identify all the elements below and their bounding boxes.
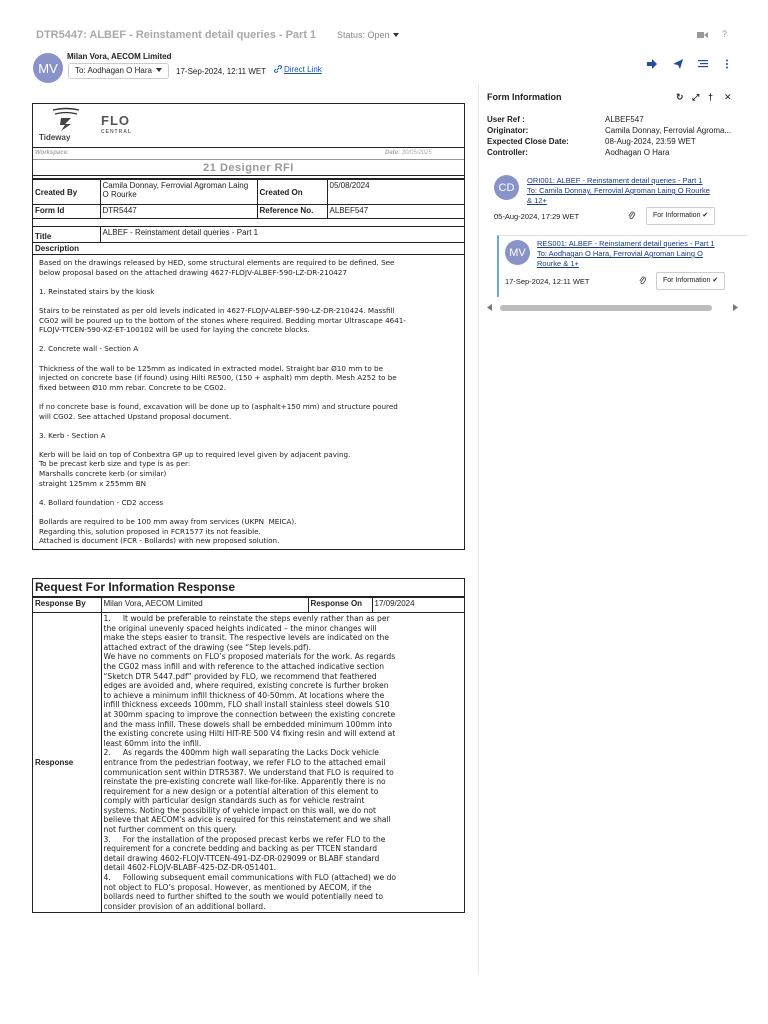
form-id-label: Form Id (33, 205, 100, 219)
response-table (33, 597, 464, 912)
help-button[interactable]: ? (722, 29, 728, 39)
ref-no-label: Reference No. (257, 205, 327, 219)
for-information-label: For Information (653, 212, 701, 219)
thread-date: 05-Aug-2024, 17:29 WET (494, 212, 580, 221)
link-icon (274, 65, 282, 73)
response-label: Response (33, 613, 101, 913)
check-icon: ✔ (702, 212, 709, 219)
scroll-right-icon (733, 304, 738, 311)
rfi-response-form (32, 578, 465, 913)
ref-no-value: ALBEF547 (327, 205, 464, 219)
panel-divider (478, 84, 479, 974)
expand-icon[interactable]: ⤢ (692, 92, 700, 102)
thread-subject[interactable]: ORI001: ALBEF - Reinstament detail queries - Part 1 (527, 176, 703, 185)
avatar: CD (494, 175, 519, 200)
response-by-label: Response By (33, 598, 101, 613)
thread-recipients[interactable]: To: Aodhagan O Hara, Ferrovial Agroman Laing O (537, 249, 703, 258)
expected-close-value: 08-Aug-2024, 23:59 WET (605, 137, 696, 146)
check-icon: ✔ (712, 277, 719, 284)
controller-label: Controller: (487, 148, 528, 157)
response-on-value: 17/09/2024 (372, 598, 464, 613)
more-vertical-icon[interactable] (721, 58, 733, 70)
tideway-wordmark: Tideway (39, 133, 71, 142)
video-icon[interactable] (697, 31, 708, 39)
paperclip-icon[interactable] (628, 211, 636, 221)
status-label: Status: Open (337, 30, 390, 40)
for-information-label: For Information (663, 277, 711, 284)
sent-date: 17-Sep-2024, 12:11 WET (176, 67, 267, 76)
thread-recipients[interactable]: To: Camila Donnay, Ferrovial Agroman Laing O Rourke (527, 186, 710, 195)
created-by-label: Created By (33, 180, 100, 205)
thread-recipients-more[interactable]: Rourke & 1+ (537, 259, 579, 268)
scroll-left-icon (487, 304, 492, 311)
form-information-title: Form Information (487, 92, 562, 102)
forward-icon[interactable] (646, 58, 658, 70)
avatar: MV (505, 240, 530, 265)
controller-value: Aodhagan O Hara (605, 148, 670, 157)
refresh-icon[interactable]: ↻ (676, 92, 684, 102)
form-details-table (33, 179, 464, 549)
direct-link-label: Direct Link (284, 65, 322, 74)
response-section-title: Request For Information Response (33, 579, 464, 597)
originator-value: Camila Donnay, Ferrovial Agroma... (605, 126, 732, 135)
created-on-value: 05/08/2024 (327, 180, 464, 205)
thread-recipients-more[interactable]: & 12+ (527, 196, 547, 205)
sender-name: Milan Vora, AECOM Limited (67, 52, 172, 61)
chevron-down-icon (156, 68, 162, 72)
recipient-label: To: Aodhagan O Hara (75, 66, 152, 75)
title-label: Title (33, 227, 100, 243)
chevron-down-icon (393, 33, 399, 37)
rfi-form (32, 103, 465, 550)
avatar: MV (33, 53, 63, 83)
thread-item-ori001[interactable] (527, 176, 710, 206)
rfi-title: 21 Designer RFI (33, 160, 464, 176)
description-text: Based on the drawings released by HED, some structural elements are required to be defined. See below proposal based on the attached drawing 4627-FLOJV-ALBEF-590-LZ-DR-210427 1. Reinstated stairs by the kiosk Stairs to be reinstated as per old levels indicated in 4627-FLOJV-ALBEF-590-LZ-DR-210424. Massfill CG02 will be poured up to the bottom of the stones where required. Bedding mortar Ultrascape 4641- FLOJV-TTCEN-590-XZ-ET-100102 will be used for laying the concrete blocks. 2. Concrete wall - Section A Thickness of the wall to be 125mm as indicated in extracted model. Straight bar Ø10 mm to be injected on concrete base (if found) using Hilti RE500, (150 + asphalt) mm depth. Mesh A252 to be fixed between Ø10 mm rebar. Concrete to be CG02. If no concrete base is found, excavation will be done up to (asphalt+150 mm) and structure poured will CG02. See attached Upstand proposal document. 3. Kerb - Section A Kerb will be laid on top of Conbextra GP up to required level given by adjacent paving. To be precast kerb size and type is as per: Marshalls concrete kerb (or similar) straight 125mm x 255mm BN 4. Bollard foundation - CD2 access Bollards are required to be 100 mm away from services (UKPN MEICA). Regarding this, solution proposed in FCR1577 its not feasible. Attached is document (FCR - Bollards) with new proposed solution. (39, 258, 406, 546)
description-label: Description (33, 243, 464, 255)
response-on-label: Response On (308, 598, 372, 613)
send-icon[interactable] (672, 58, 684, 70)
expected-close-label: Expected Close Date: (487, 137, 569, 146)
paperclip-icon[interactable] (639, 276, 647, 286)
close-icon[interactable]: ✕ (724, 92, 732, 102)
flo-logo: FLO (101, 113, 130, 128)
thread-date: 17-Sep-2024, 12:11 WET (505, 277, 590, 286)
originator-label: Originator: (487, 126, 529, 135)
page-title: DTR5447: ALBEF - Reinstament detail queries - Part 1 (36, 29, 317, 41)
status-dropdown[interactable] (337, 30, 399, 40)
date-field: Date: 30/05/2025 (385, 150, 432, 156)
created-on-label: Created On (257, 180, 327, 205)
list-icon[interactable] (697, 58, 709, 70)
thread-subject[interactable]: RES001: ALBEF - Reinstament detail queries - Part 1 (537, 239, 715, 248)
response-text: 1. It would be preferable to reinstate the steps evenly rather than as per the original unevenly spaced heights indicated – the minor changes will make the steps easier to transit. The respective levels are indicated on the attached extract of the drawing (see “Step levels.pdf). We have no comments on FLO’s proposed materials for the work. As regards the CG02 mass infill and with reference to the attached indicative section “Sketch DTR 5447.pdf” provided by FLO, we recommend that feathered edges are avoided and, where required, existing concrete is further broken to achieve a minimum infill thickness of 40-50mm. At locations where the infill thickness exceeds 100mm, FLO shall install stainless steel dowels S10 at 300mm spacing to improve the connection between the existing concrete and the mass infill. These dowels shall be embedded minimum 100mm into the existing concrete using Hilti HIT-RE 500 V4 fixing resin and will extend at least 60mm into the infill. 2. As regards the 400mm high wall separating the Lacks Dock vehicle entrance from the pedestrian footway, we refer FLO to the attached email communication sent within DTR5387. We understand that FLO is required to reinstate the pre-existing concrete wall like-for-like. Apparently there is no requirement for a new design or a potential alteration of this element to comply with particular design standards such as for vehicle restraint systems. Noting the possibility of vehicle impact on this wall, we do not believe that AECOM’s advice is required for this reinstatement and we shall not further comment on this query. 3. For the installation of the proposed precast kerbs we refer FLO to the requirement for a concrete bedding and backing as per TTCEN standard detail drawing 4602-FLOJV-TTCEN-491-DZ-DR-029099 or BLABF standard detail 4602-FLOJV-BLABF-425-DZ-DR-051401. 4. Following subsequent email communications with FLO (attached) we do not object to FLO’s proposal. However, as mentioned by AECOM, if the bollards need to further shifted to the south we would potentially need to consider provision of an additional bollard. (103, 614, 397, 911)
scrollbar-thumb[interactable] (500, 305, 712, 311)
form-id-value: DTR5447 (100, 205, 257, 219)
user-ref-label: User Ref : (487, 115, 525, 124)
title-value: ALBEF - Reinstament detail queries - Part 1 (100, 227, 464, 243)
recipient-dropdown[interactable] (68, 63, 169, 79)
form-information-list (487, 115, 739, 159)
logo-header (33, 104, 464, 148)
date-value: 30/05/2025 (401, 150, 432, 156)
thread-item-res001[interactable] (537, 239, 715, 269)
created-by-value: Camila Donnay, Ferrovial Agroman Laing O Rourke (100, 180, 257, 205)
user-ref-value: ALBEF547 (605, 115, 644, 124)
workspace-row (33, 148, 464, 160)
direct-link[interactable] (274, 65, 322, 74)
for-information-button[interactable] (656, 272, 725, 290)
pin-icon[interactable]: † (708, 92, 714, 102)
workspace-label: Workspace: (35, 150, 69, 156)
response-by-value: Milan Vora, AECOM Limited (101, 598, 308, 613)
for-information-button[interactable] (646, 207, 715, 225)
flo-logo-sub: CENTRAL (101, 129, 132, 135)
